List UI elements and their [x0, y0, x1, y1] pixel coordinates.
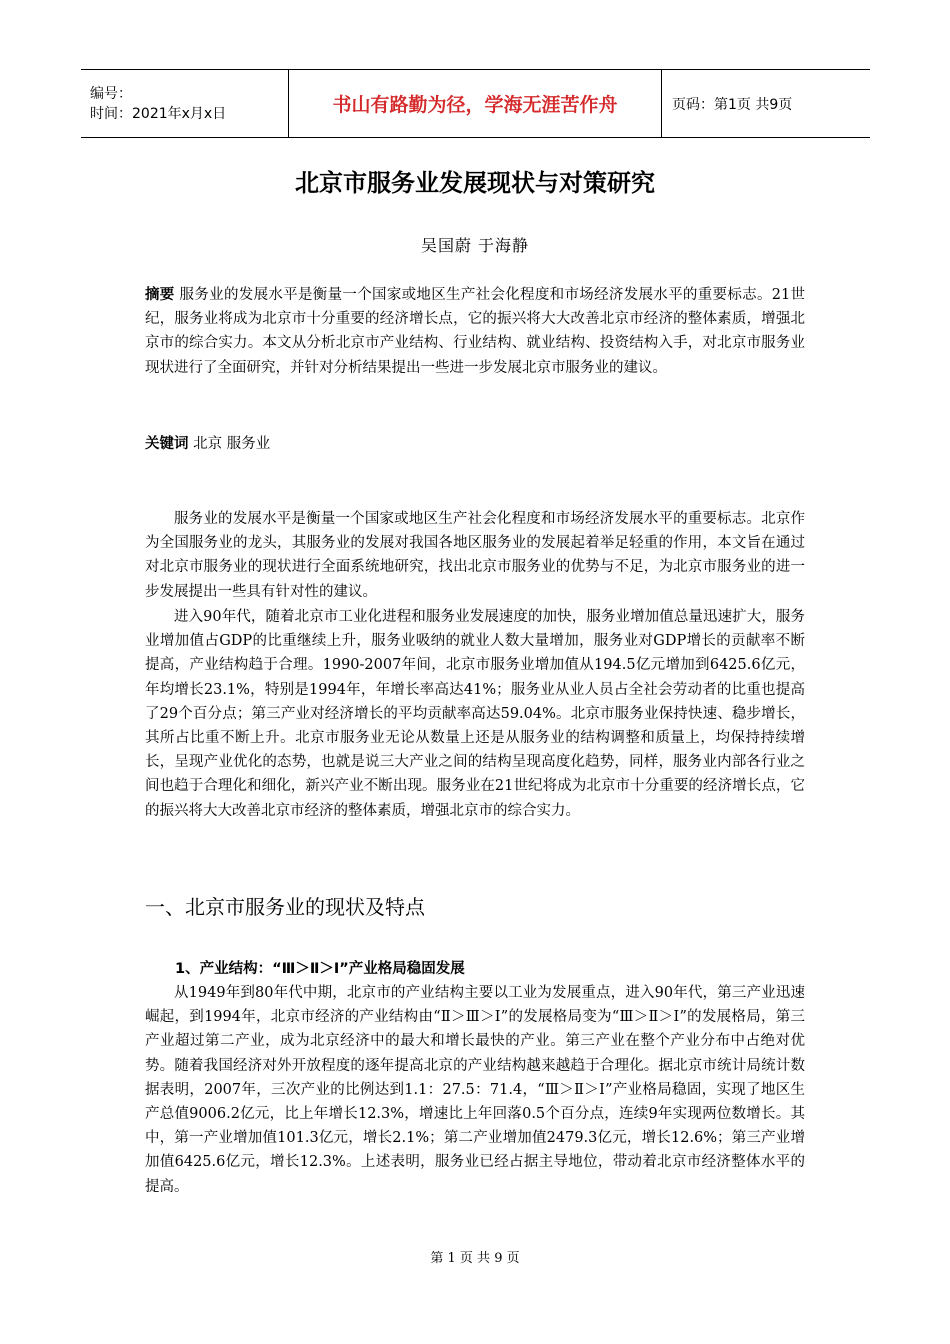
- keywords: [145, 432, 805, 456]
- document-title: 北京市服务业发展现状与对策研究: [295, 169, 655, 197]
- subsection-paragraph: 从1949年到80年代中期，北京市的产业结构主要以工业为发展重点，进入90年代，第三产业迅速崛起，到1994年，北京市经济的产业结构由“Ⅱ＞Ⅲ＞Ⅰ”的发展格局变为“Ⅲ＞Ⅱ＞Ⅰ”的发展格局，第三产业超过第二产业，成为北京经济中的最大和增长最快的产业。第三产业在整个产业分布中占绝对优势。随着我国经济对外开放程度的逐年提高北京的产业结构越来越趋于合理化。据北京市统计局统计数据表明，2007年，三次产业的比例达到1.1：27.5：71.4，“Ⅲ＞Ⅱ＞Ⅰ”产业格局稳固，实现了地区生产总值9006.2亿元，比上年增长12.3%，增速比上年回落0.5个百分点，连续9年实现两位数增长。其中，第一产业增加值101.3亿元，增长2.1%；第二产业增加值2479.3亿元，增长12.6%；第三产业增加值6425.6亿元，增长12.3%。上述表明，服务业已经占据主导地位，带动着北京市经济整体水平的提高。: [145, 985, 805, 1195]
- authors: 吴国蔚 于海静: [420, 236, 530, 255]
- header-page-info: 页码：第1页 共9页: [672, 96, 793, 113]
- page-footer: 第 1 页 共 9 页: [430, 1251, 520, 1266]
- intro-paragraph-2: 进入90年代，随着北京市工业化进程和服务业发展速度的加快，服务业增加值总量迅速扩大，服务业增加值占GDP的比重继续上升，服务业吸纳的就业人数大量增加，服务业对GDP增长的贡献率不断提高，产业结构趋于合理。1990-2007年间，北京市服务业增加值从194.5亿元增加到6425.6亿元，年均增长23.1%，特别是1994年，年增长率高达41%；服务业从业人员占全社会劳动者的比重也提高了29个百分点；第三产业对经济增长的平均贡献率高达59.04%。北京市服务业保持快速、稳步增长，其所占比重不断上升。北京市服务业无论从数量上还是从服务业的结构调整和质量上，均保持持续增长，呈现产业优化的态势，也就是说三大产业之间的结构呈现高度化趋势，同样，服务业内部各行业之间也趋于合理化和细化，新兴产业不断出现。服务业在21世纪将成为北京市十分重要的经济增长点，它的振兴将大大改善北京市经济的整体素质，增强北京市的综合实力。: [145, 609, 805, 819]
- abstract-text: 服务业的发展水平是衡量一个国家或地区生产社会化程度和市场经济发展水平的重要标志。21世纪，服务业将成为北京市十分重要的经济增长点，它的振兴将大大改善北京市经济的整体素质，增强北京市的综合实力。本文从分析北京市产业结构、行业结构、就业结构、投资结构入手，对北京市服务业现状进行了全面研究，并针对分析结果提出一些进一步发展北京市服务业的建议。: [145, 287, 806, 376]
- abstract-label: 摘要: [145, 287, 175, 303]
- keywords-text: 北京 服务业: [188, 436, 271, 452]
- subsection-heading: 1、产业结构：“Ⅲ＞Ⅱ＞Ⅰ”产业格局稳固发展: [175, 961, 465, 977]
- intro-paragraph-1: 服务业的发展水平是衡量一个国家或地区生产社会化程度和市场经济发展水平的重要标志。北京作为全国服务业的龙头，其服务业的发展对我国各地区服务业的发展起着举足轻重的作用，本文旨在通过对北京市服务业的现状进行全面系统地研究，找出北京市服务业的优势与不足，为北京市服务业的进一步发展提出一些具有针对性的建议。: [145, 511, 805, 600]
- document-time-label: 时间：2021年x月x日: [90, 105, 227, 122]
- keywords-label: 关键词: [145, 436, 189, 452]
- header-motto: 书山有路勤为径，学海无涯苦作舟: [289, 70, 662, 137]
- abstract: [145, 283, 805, 380]
- document-header: [81, 69, 870, 138]
- header-meta: [81, 70, 289, 137]
- document-number-label: 编号：: [90, 85, 132, 102]
- section-heading: 一、北京市服务业的现状及特点: [145, 895, 425, 919]
